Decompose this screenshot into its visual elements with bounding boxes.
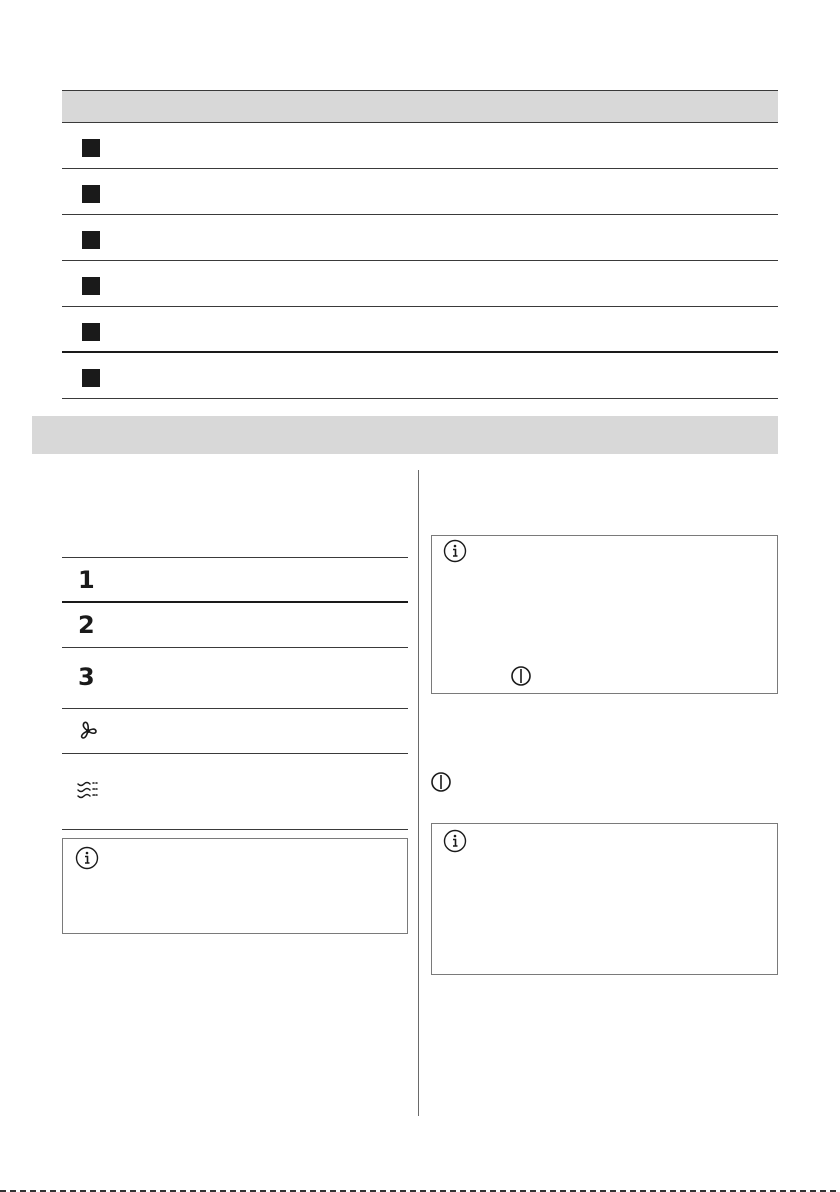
- column-divider: [418, 470, 419, 1116]
- info-icon: [443, 829, 467, 853]
- info-box: [431, 823, 778, 975]
- table-row: [62, 169, 778, 215]
- info-icon: [443, 539, 467, 563]
- level-3-symbol: 3: [78, 663, 95, 691]
- level-1-symbol: 1: [78, 566, 95, 594]
- table-row: [62, 558, 408, 603]
- filled-square-icon: [82, 139, 100, 157]
- table-row: [62, 307, 778, 353]
- level-2-symbol: 2: [78, 611, 95, 639]
- filled-square-icon: [82, 369, 100, 387]
- filled-square-icon: [82, 277, 100, 295]
- filled-square-icon: [82, 231, 100, 249]
- top-table-header: [62, 90, 778, 123]
- power-icon: [430, 771, 452, 793]
- filled-square-icon: [82, 185, 100, 203]
- table-row: [62, 215, 778, 261]
- top-table: [62, 90, 778, 399]
- info-icon: [75, 846, 99, 870]
- table-row: [62, 353, 778, 399]
- filled-square-icon: [82, 323, 100, 341]
- section-header-bar: [32, 416, 778, 454]
- symbol-table: [62, 557, 408, 830]
- fan-icon: [76, 719, 100, 748]
- table-row: [62, 709, 408, 754]
- table-row: [62, 754, 408, 830]
- steam-icon: [76, 778, 100, 807]
- table-row: [62, 648, 408, 709]
- info-box: [62, 838, 408, 934]
- power-icon: [510, 665, 532, 687]
- table-row: [62, 603, 408, 648]
- table-row: [62, 123, 778, 169]
- table-row: [62, 261, 778, 307]
- info-box: [431, 535, 778, 694]
